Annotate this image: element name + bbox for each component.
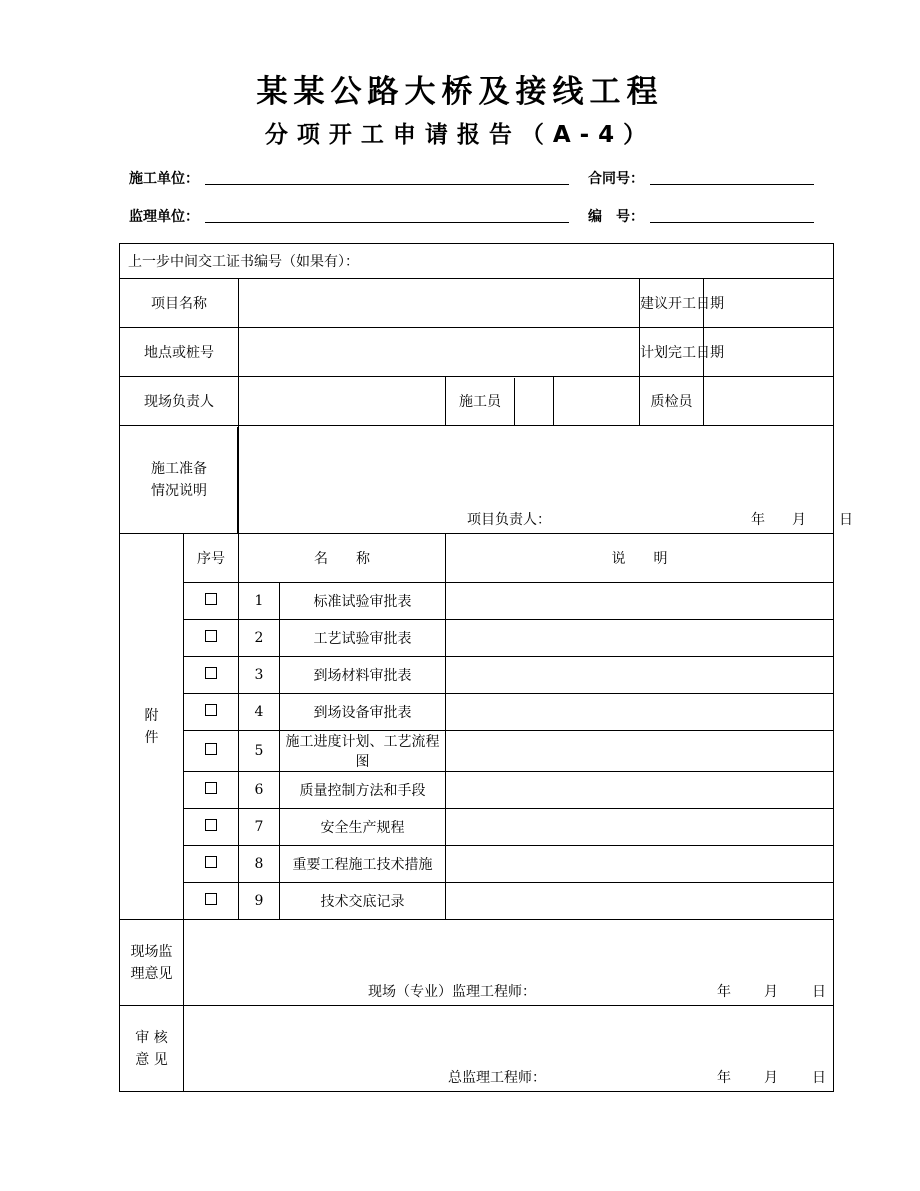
attachment-name: 工艺试验审批表 (280, 620, 446, 657)
attachment-row (120, 846, 834, 883)
attachment-no: 4 (239, 694, 280, 731)
contract-no-label: 合同号： (588, 171, 644, 187)
document-title: 某某公路大桥及接线工程 (256, 74, 664, 110)
attachment-name: 重要工程施工技术措施 (280, 846, 446, 883)
attachment-note-field[interactable] (446, 772, 834, 809)
attachment-name: 安全生产规程 (280, 809, 446, 846)
review-row (120, 1006, 834, 1092)
review-line1: 审 核 (135, 1029, 168, 1046)
contractor-field[interactable] (205, 184, 569, 185)
prep-signature-line (239, 509, 853, 529)
prep-label (120, 426, 239, 534)
attachment-row (120, 694, 834, 731)
attachment-name: 技术交底记录 (280, 883, 446, 920)
prep-sign-label: 项目负责人： (467, 511, 551, 528)
location-field[interactable] (239, 328, 640, 377)
attachment-name: 到场设备审批表 (280, 694, 446, 731)
chief-year: 年 (717, 1069, 731, 1086)
item-name-row (120, 279, 834, 328)
attachment-checkbox[interactable] (184, 809, 239, 846)
attachment-checkbox[interactable] (184, 657, 239, 694)
prev-cert-row (120, 244, 834, 279)
attachment-no: 7 (239, 809, 280, 846)
attachment-note-field[interactable] (446, 583, 834, 620)
prep-field[interactable] (239, 426, 853, 534)
attachment-note-field[interactable] (446, 809, 834, 846)
attachment-name: 质量控制方法和手段 (280, 772, 446, 809)
attachment-checkbox[interactable] (184, 772, 239, 809)
attachment-note-field[interactable] (446, 620, 834, 657)
site-opinion-row (120, 920, 834, 1006)
review-field[interactable] (184, 1006, 834, 1092)
contractor-label: 施工单位： (129, 171, 199, 187)
attachment-no: 8 (239, 846, 280, 883)
number-field[interactable] (650, 222, 814, 223)
planned-finish-label: 计划完工日期 (640, 328, 704, 377)
attachment-row (120, 583, 834, 620)
site-manager-label: 现场负责人 (120, 377, 239, 426)
attach-label-2: 件 (144, 729, 159, 746)
attachment-checkbox[interactable] (184, 583, 239, 620)
attachment-row (120, 657, 834, 694)
attachment-row (120, 772, 834, 809)
site-opinion-line2: 理意见 (130, 965, 173, 982)
attachment-name: 到场材料审批表 (280, 657, 446, 694)
site-manager-field[interactable] (239, 377, 446, 426)
proposed-start-label: 建议开工日期 (640, 279, 704, 328)
prep-row (120, 426, 834, 534)
attachment-row (120, 620, 834, 657)
attachment-row (120, 809, 834, 846)
attachment-name: 施工进度计划、工艺流程图 (280, 731, 446, 772)
site-sign-label: 现场（专业）监理工程师： (368, 983, 536, 1000)
location-row (120, 328, 834, 377)
attachment-note-field[interactable] (446, 731, 834, 772)
document-subtitle: 分项开工申请报告（A-4） (264, 122, 656, 148)
site-month: 月 (764, 983, 778, 1000)
chief-sign-label: 总监理工程师： (448, 1069, 546, 1086)
attachment-checkbox[interactable] (184, 620, 239, 657)
attachment-note-field[interactable] (446, 883, 834, 920)
attachment-note-field[interactable] (446, 694, 834, 731)
review-label (120, 1006, 184, 1092)
inspector-field[interactable] (704, 377, 834, 426)
attachment-note-field[interactable] (446, 846, 834, 883)
review-line2: 意 见 (135, 1051, 168, 1068)
attachment-row (120, 731, 834, 772)
prep-month: 月 (792, 511, 806, 528)
site-year: 年 (717, 983, 731, 1000)
supervisor-field[interactable] (205, 222, 569, 223)
prep-day: 日 (839, 511, 853, 528)
attachment-checkbox[interactable] (184, 846, 239, 883)
prev-cert-cell[interactable] (120, 244, 834, 279)
site-day: 日 (812, 983, 826, 1000)
col-note-header: 说 明 (446, 534, 834, 583)
attach-header-row (120, 534, 834, 583)
location-label: 地点或桩号 (120, 328, 239, 377)
chief-month: 月 (764, 1069, 778, 1086)
worker-field-ext[interactable] (554, 377, 640, 426)
attachment-no: 5 (239, 731, 280, 772)
number-label: 编 号： (588, 209, 644, 225)
chief-day: 日 (812, 1069, 826, 1086)
inspector-label: 质检员 (640, 377, 704, 426)
prep-year: 年 (751, 511, 765, 528)
personnel-row (120, 377, 834, 426)
contract-no-field[interactable] (650, 184, 814, 185)
attach-label (120, 534, 184, 920)
worker-split-cell (446, 377, 554, 426)
site-signature-line (184, 981, 833, 1001)
attachment-checkbox[interactable] (184, 694, 239, 731)
site-opinion-label (120, 920, 184, 1006)
attachment-row (120, 883, 834, 920)
application-form-table (119, 243, 853, 1092)
attachment-checkbox[interactable] (184, 883, 239, 920)
prev-cert-label: 上一步中间交工证书编号（如果有）： (128, 254, 359, 270)
site-opinion-field[interactable] (184, 920, 834, 1006)
attachment-note-field[interactable] (446, 657, 834, 694)
item-name-label: 项目名称 (120, 279, 239, 328)
prep-label-line2: 情况说明 (151, 482, 207, 499)
attachment-no: 9 (239, 883, 280, 920)
attachment-checkbox[interactable] (184, 731, 239, 772)
attach-label-1: 附 (144, 707, 159, 724)
supervisor-label: 监理单位： (129, 209, 199, 225)
worker-label: 施工员 (446, 378, 515, 425)
prep-label-line1: 施工准备 (151, 460, 207, 477)
attachment-no: 2 (239, 620, 280, 657)
attachment-no: 3 (239, 657, 280, 694)
site-opinion-line1: 现场监 (130, 943, 173, 960)
chief-signature-line (184, 1067, 833, 1087)
attachment-no: 6 (239, 772, 280, 809)
worker-field[interactable] (515, 378, 553, 425)
col-name-header: 名 称 (239, 534, 446, 583)
attachment-no: 1 (239, 583, 280, 620)
col-seq-header: 序号 (184, 534, 239, 583)
item-name-field[interactable] (239, 279, 640, 328)
attachment-name: 标准试验审批表 (280, 583, 446, 620)
